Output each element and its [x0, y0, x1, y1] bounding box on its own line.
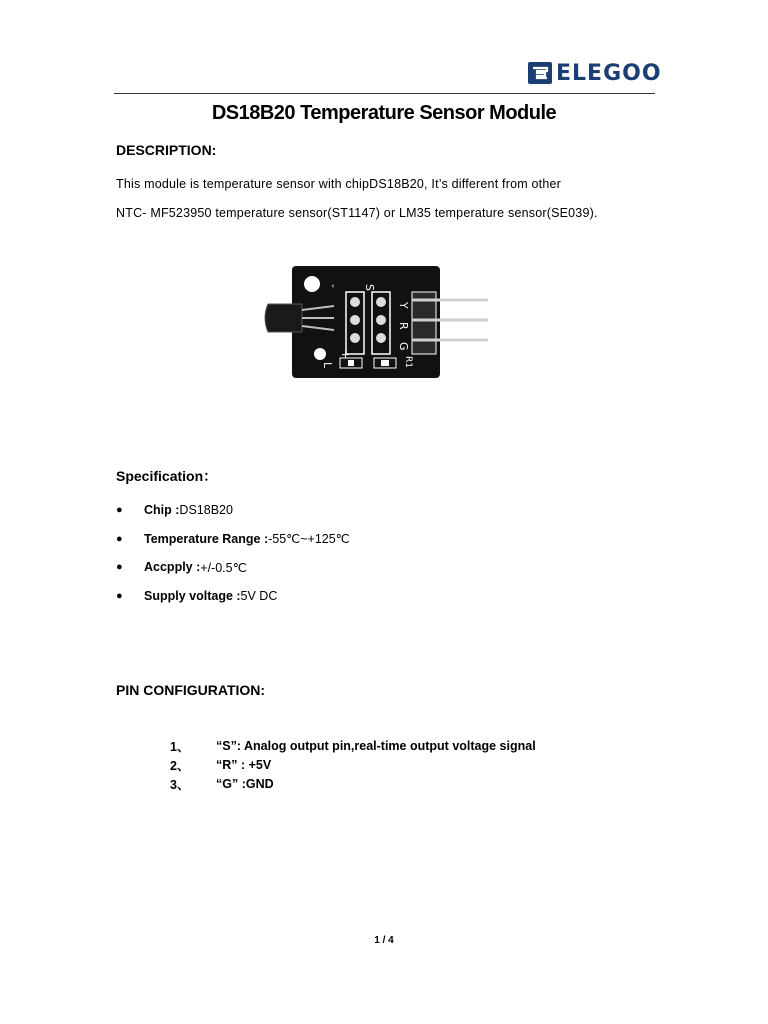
- specification-list: [116, 496, 350, 610]
- description-line-1: This module is temperature sensor with chipDS18B20, It’s different from other: [116, 177, 562, 191]
- spec-label: Temperature Range :: [144, 531, 269, 546]
- pin-item-s: [170, 736, 536, 755]
- spec-item-supply-voltage: [116, 582, 350, 611]
- bullet-icon: ●: [116, 532, 123, 545]
- silk-label-l: L: [321, 362, 334, 369]
- silk-label-plus: +: [339, 350, 352, 360]
- page-number: 1 / 4: [374, 935, 394, 946]
- silk-label-minus: -: [327, 284, 340, 288]
- elegoo-logo-icon: [528, 61, 552, 85]
- spec-value: -55℃~+125℃: [268, 532, 350, 547]
- pin-item-r: [170, 755, 536, 774]
- pin-label-y: Y: [397, 302, 410, 309]
- spec-value: 5V DC: [240, 588, 278, 603]
- pin-label-r: R: [397, 322, 410, 330]
- bullet-icon: ●: [116, 561, 123, 574]
- sensor-module-image: [262, 262, 490, 382]
- specification-heading: Specification：: [116, 468, 218, 484]
- pin-number: 3、: [170, 777, 190, 792]
- silk-label-r1: R1: [403, 356, 413, 368]
- spec-label: Supply voltage :: [144, 588, 241, 603]
- bullet-icon: ●: [116, 589, 123, 602]
- header-divider: [114, 93, 655, 94]
- pin-configuration-heading: PIN CONFIGURATION:: [116, 682, 266, 698]
- pin-label-s: S: [363, 284, 376, 291]
- spec-label: Chip :: [144, 503, 180, 518]
- bullet-icon: ●: [116, 504, 123, 517]
- pin-number: 2、: [170, 758, 190, 773]
- spec-item-temperature-range: [116, 525, 350, 554]
- logo-text: ELEGOO: [556, 60, 662, 86]
- pin-description: “G” :GND: [216, 776, 274, 791]
- pin-number: 1、: [170, 739, 190, 754]
- spec-value: +/-0.5℃: [200, 560, 247, 575]
- description-line-2: NTC- MF523950 temperature sensor(ST1147) or LM35 temperature sensor(SE039).: [116, 206, 598, 220]
- pin-description: “R” : +5V: [216, 757, 272, 772]
- pin-description: “S”: Analog output pin,real-time output voltage signal: [216, 738, 536, 753]
- brand-logo: [528, 58, 662, 88]
- pin-item-g: [170, 774, 536, 793]
- description-heading: DESCRIPTION:: [116, 142, 217, 158]
- spec-value: DS18B20: [179, 503, 233, 518]
- spec-item-chip: [116, 496, 350, 525]
- page-title: DS18B20 Temperature Sensor Module: [211, 102, 557, 124]
- pin-label-g: G: [397, 342, 410, 351]
- spec-label: Accpply :: [144, 560, 201, 575]
- pin-configuration-list: [170, 736, 536, 793]
- spec-item-accuracy: [116, 553, 350, 582]
